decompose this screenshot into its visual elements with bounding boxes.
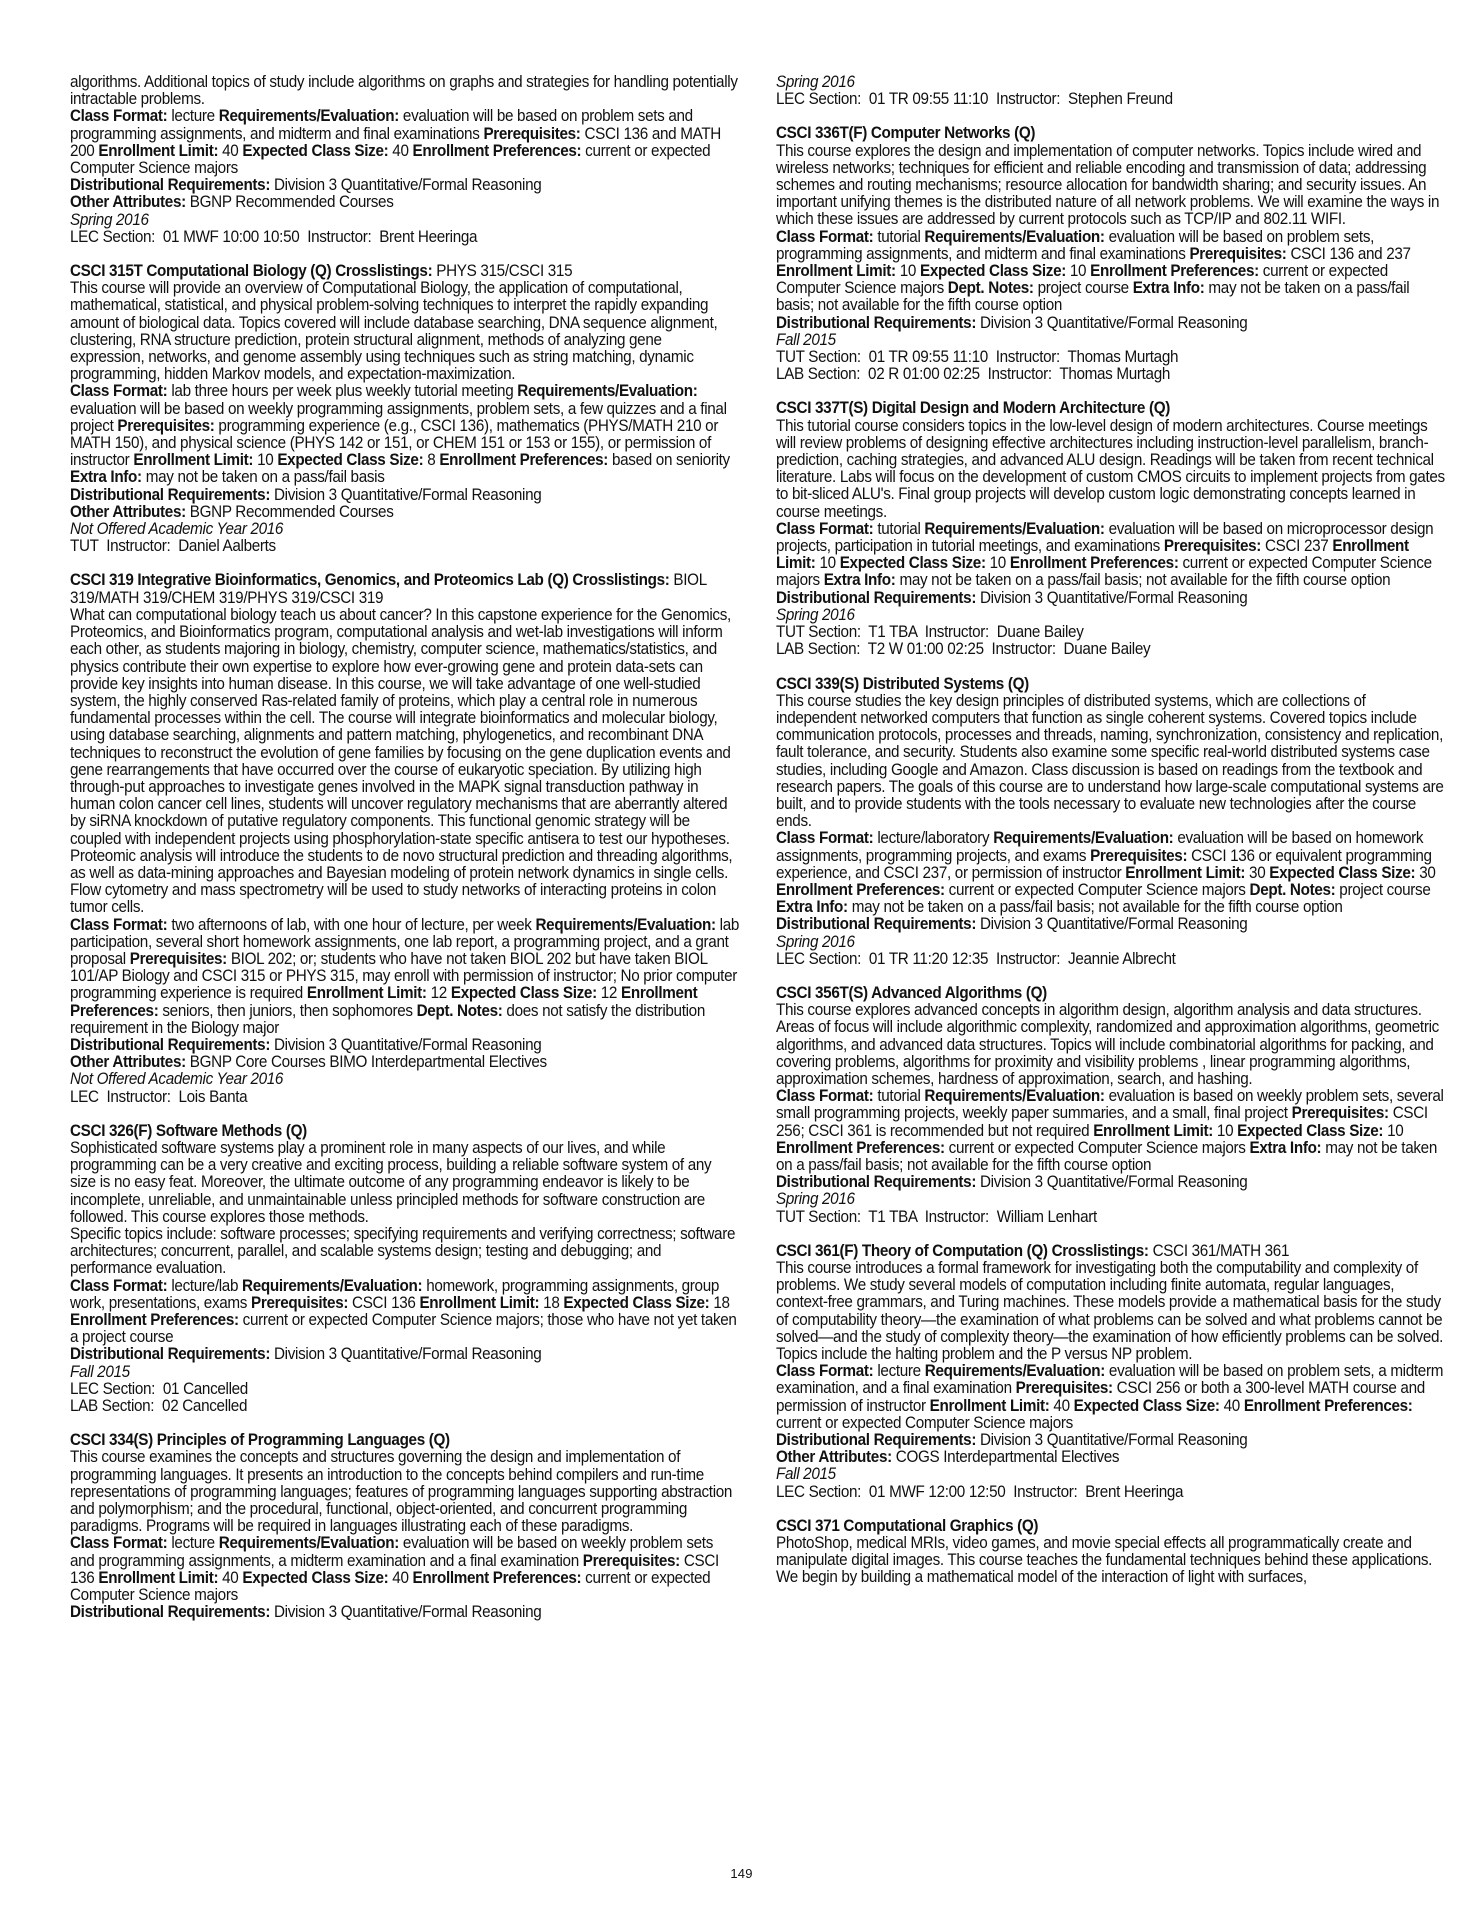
- enrollment-limit-label: Enrollment Limit:: [419, 1293, 540, 1312]
- offering-section: LEC Section: 01 Cancelled: [70, 1379, 248, 1398]
- class-format-label: Class Format:: [776, 829, 874, 848]
- course-entry: [70, 263, 740, 555]
- expected-class-size-value: 40: [392, 1568, 409, 1587]
- extra-info-label: Extra Info:: [1132, 279, 1205, 298]
- enrollment-limit-value: 40: [1053, 1396, 1070, 1415]
- dept-notes-value: project course: [1339, 880, 1431, 899]
- distributional-requirements-label: Distributional Requirements:: [776, 1173, 977, 1192]
- requirements-evaluation-label: Requirements/Evaluation:: [218, 1534, 399, 1553]
- crosslistings-label: Crosslistings:: [335, 262, 433, 281]
- enrollment-preferences-label: Enrollment Preferences:: [1009, 554, 1179, 573]
- enrollment-preferences-label: Enrollment Preferences:: [70, 984, 698, 1020]
- crosslistings-value: BIOL 319/MATH 319/CHEM 319/PHYS 319/CSCI 319: [70, 571, 707, 607]
- enrollment-limit-label: Enrollment Limit:: [929, 1396, 1050, 1415]
- course-entry: [70, 572, 740, 1105]
- offering-section: LEC Section: 01 MWF 12:00 12:50 Instructor: Brent Heeringa: [776, 1482, 1184, 1501]
- distributional-requirements-label: Distributional Requirements:: [776, 588, 977, 607]
- expected-class-size-label: Expected Class Size:: [1073, 1396, 1220, 1415]
- enrollment-preferences-value: current or expected Computer Science majors: [776, 1413, 1073, 1432]
- distributional-requirements-value: Division 3 Quantitative/Formal Reasoning: [274, 485, 542, 504]
- offering-term: Spring 2016: [776, 605, 855, 624]
- prerequisites-value: CSCI 136: [352, 1293, 416, 1312]
- expected-class-size-label: Expected Class Size:: [450, 984, 597, 1003]
- course-title-text: CSCI 326(F) Software Methods (Q): [70, 1121, 307, 1140]
- distributional-requirements-label: Distributional Requirements:: [776, 313, 977, 332]
- course-requirements: [776, 830, 1446, 916]
- left-column: [70, 74, 740, 1638]
- enrollment-limit-value: 10: [257, 451, 274, 470]
- course-title-text: CSCI 336T(F) Computer Networks (Q): [776, 124, 1036, 143]
- course-title-text: CSCI 356T(S) Advanced Algorithms (Q): [776, 983, 1047, 1002]
- expected-class-size-label: Expected Class Size:: [1269, 863, 1416, 882]
- requirements-evaluation-value: lab participation, several short homework assignments, one lab report, a programming project, and a grant proposal: [70, 915, 740, 968]
- enrollment-preferences-value: current or expected Computer Science majors; those who have not yet taken a project course: [70, 1311, 737, 1347]
- offering-section: TUT Section: T1 TBA Instructor: Duane Bailey: [776, 623, 1084, 642]
- requirements-evaluation-label: Requirements/Evaluation:: [924, 519, 1105, 538]
- enrollment-limit-label: Enrollment Limit:: [98, 141, 219, 160]
- requirements-evaluation-label: Requirements/Evaluation:: [924, 1087, 1105, 1106]
- offering-section: TUT Section: 01 TR 09:55 11:10 Instructor: Thomas Murtagh: [776, 348, 1179, 367]
- dept-notes-label: Dept. Notes:: [416, 1001, 503, 1020]
- course-title-text: CSCI 315T Computational Biology (Q): [70, 262, 332, 281]
- course-requirements: [70, 108, 740, 177]
- other-attributes: [70, 1054, 740, 1071]
- distributional-requirements-value: Division 3 Quantitative/Formal Reasoning: [274, 1603, 542, 1622]
- dept-notes-value: does not satisfy the distribution requirement in the Biology major: [70, 1001, 705, 1037]
- course-offering: [776, 607, 1446, 659]
- distributional-requirements-value: Division 3 Quantitative/Formal Reasoning: [980, 915, 1248, 934]
- enrollment-preferences-value: current or expected Computer Science majors: [948, 1138, 1246, 1157]
- expected-class-size-value: 8: [427, 451, 436, 470]
- expected-class-size-value: 18: [713, 1293, 730, 1312]
- course-offering: [70, 1071, 740, 1105]
- course-entry: [70, 1123, 740, 1415]
- enrollment-limit-label: Enrollment Limit:: [98, 1568, 219, 1587]
- course-entry: [776, 1518, 1446, 1587]
- dept-notes-value: project course: [1037, 279, 1129, 298]
- enrollment-preferences-value: seniors, then juniors, then sophomores: [162, 1001, 413, 1020]
- other-attributes-value: BGNP Recommended Courses: [189, 193, 394, 212]
- distributional-requirements: [776, 590, 1446, 607]
- expected-class-size-value: 10: [1069, 262, 1087, 281]
- enrollment-limit-value: 10: [1216, 1121, 1234, 1140]
- course-title: [776, 676, 1446, 693]
- prerequisites-label: Prerequisites:: [483, 124, 581, 143]
- expected-class-size-value: 40: [392, 141, 409, 160]
- enrollment-limit-label: Enrollment Limit:: [1093, 1121, 1214, 1140]
- enrollment-preferences-label: Enrollment Preferences:: [412, 1568, 582, 1587]
- enrollment-limit-value: 40: [222, 1568, 239, 1587]
- distributional-requirements-label: Distributional Requirements:: [70, 1603, 271, 1622]
- page-number: 149: [730, 1866, 753, 1881]
- distributional-requirements: [70, 1346, 740, 1363]
- extra-info-value: may not be taken on a pass/fail basis: [145, 468, 385, 487]
- distributional-requirements: [776, 1432, 1446, 1449]
- distributional-requirements: [70, 1604, 740, 1621]
- class-format-label: Class Format:: [776, 1362, 874, 1381]
- course-offering: [70, 212, 740, 246]
- crosslistings-label: Crosslistings:: [1051, 1241, 1149, 1260]
- class-format-label: Class Format:: [70, 915, 168, 934]
- course-description: algorithms. Additional topics of study include algorithms on graphs and strategies for handling potentially intractable problems.: [70, 73, 738, 109]
- prerequisites-value: CSCI 256; CSCI 361 is recommended but not required: [776, 1104, 1428, 1140]
- course-entry: [776, 985, 1446, 1226]
- offering-term: Not Offered Academic Year 2016: [70, 520, 284, 539]
- enrollment-preferences-value: based on seniority: [611, 451, 730, 470]
- enrollment-limit-label: Enrollment Limit:: [776, 262, 896, 281]
- distributional-requirements-value: Division 3 Quantitative/Formal Reasoning: [980, 1431, 1248, 1450]
- requirements-evaluation-value: homework, programming assignments, group work, presentations, exams: [70, 1276, 720, 1312]
- course-description: PhotoShop, medical MRIs, video games, and movie special effects all programmatically create and manipulate digital images. This course teaches the fundamental techniques behind these applications. We begin by building a mathematical model of the interaction of light with surfaces,: [776, 1534, 1433, 1587]
- course-entry: [776, 676, 1446, 968]
- course-entry: [70, 74, 740, 246]
- expected-class-size-label: Expected Class Size:: [563, 1293, 710, 1312]
- offering-term: Spring 2016: [776, 932, 855, 951]
- prerequisites-value: CSCI 136 and 237: [1290, 244, 1411, 263]
- course-title: [776, 400, 1446, 417]
- class-format-label: Class Format:: [70, 1534, 168, 1553]
- enrollment-preferences-label: Enrollment Preferences:: [70, 1311, 239, 1330]
- offering-section: LEC Section: 01 TR 09:55 11:10 Instructor: Stephen Freund: [776, 90, 1173, 109]
- crosslistings-label: Crosslistings:: [572, 571, 670, 590]
- enrollment-preferences-value: current or expected Computer Science majors: [70, 141, 711, 178]
- prerequisites-value: CSCI 237: [1264, 537, 1329, 556]
- course-requirements: [776, 521, 1446, 590]
- expected-class-size-value: 10: [1387, 1121, 1404, 1140]
- offering-term: Fall 2015: [776, 330, 836, 349]
- enrollment-preferences-label: Enrollment Preferences:: [1243, 1396, 1413, 1415]
- expected-class-size-value: 40: [1223, 1396, 1240, 1415]
- enrollment-preferences-value: current or expected Computer Science majors: [776, 262, 1388, 298]
- course-title: [776, 1518, 1446, 1535]
- distributional-requirements-value: Division 3 Quantitative/Formal Reasoning: [274, 176, 542, 195]
- class-format-label: Class Format:: [70, 107, 168, 126]
- requirements-evaluation-value: evaluation will be based on weekly problem sets and programming assignments, a midterm examination and a final examination: [70, 1534, 713, 1570]
- distributional-requirements: [70, 177, 740, 194]
- class-format-label: Class Format:: [776, 1087, 874, 1106]
- other-attributes-value: COGS Interdepartmental Electives: [895, 1448, 1120, 1467]
- distributional-requirements-value: Division 3 Quantitative/Formal Reasoning: [980, 588, 1248, 607]
- class-format-value: tutorial: [877, 519, 921, 538]
- other-attributes: [70, 504, 740, 521]
- distributional-requirements-label: Distributional Requirements:: [70, 176, 271, 195]
- distributional-requirements-label: Distributional Requirements:: [776, 1431, 977, 1450]
- enrollment-limit-value: 40: [222, 141, 239, 160]
- course-entry: [776, 74, 1446, 108]
- requirements-evaluation-value: evaluation will be based on microprocessor design projects, participation in tutorial meetings, and examinations: [776, 519, 1434, 556]
- requirements-evaluation-value: evaluation will be based on problem sets, programming assignments, and midterm and final examinations: [776, 227, 1375, 263]
- distributional-requirements: [776, 1174, 1446, 1191]
- requirements-evaluation-label: Requirements/Evaluation:: [242, 1276, 423, 1295]
- course-entry: [776, 400, 1446, 658]
- prerequisites-value: CSCI 136 and MATH 200: [70, 124, 721, 160]
- offering-term: Fall 2015: [70, 1362, 130, 1381]
- class-format-value: tutorial: [877, 227, 921, 246]
- extra-info-label: Extra Info:: [1249, 1138, 1322, 1157]
- expected-class-size-label: Expected Class Size:: [242, 1568, 389, 1587]
- enrollment-limit-value: 12: [430, 984, 447, 1003]
- course-description-2: Specific topics include: software processes; specifying requirements and verifying correctness; software architectures; concurrent, parallel, and scalable systems design; testing and debugging; and performance evaluation.: [70, 1225, 736, 1278]
- course-offering: [70, 1364, 740, 1416]
- prerequisites-label: Prerequisites:: [1163, 537, 1262, 556]
- offering-term: Spring 2016: [776, 1190, 855, 1209]
- prerequisites-value: CSCI 136: [70, 1551, 719, 1587]
- extra-info-value: may not be taken on a pass/fail basis; not available for the fifth course option: [851, 898, 1343, 917]
- course-description: This course studies the key design principles of distributed systems, which are collections of independent networked computers that function as single coherent systems. Covered topics include communication protocols, processes and threads, naming, synchronization, consistency and replication, fault tolerance, and security. Students also examine some specific real-world distributed systems case studies, including Google and Amazon. Class discussion is based on readings from the textbook and research papers. The goals of this course are to understand how large-scale computational systems are built, and to provide students with the tools necessary to evaluate new technologies after the course ends.: [776, 691, 1444, 831]
- distributional-requirements-value: Division 3 Quantitative/Formal Reasoning: [980, 1173, 1248, 1192]
- course-title-text: CSCI 334(S) Principles of Programming Languages (Q): [70, 1431, 450, 1450]
- expected-class-size-label: Expected Class Size:: [277, 451, 424, 470]
- course-offering: [776, 332, 1446, 384]
- expected-class-size-label: Expected Class Size:: [919, 262, 1066, 281]
- offering-section: LEC Section: 01 MWF 10:00 10:50 Instructor: Brent Heeringa: [70, 227, 478, 246]
- enrollment-limit-value: 10: [899, 262, 917, 281]
- expected-class-size-label: Expected Class Size:: [1237, 1121, 1384, 1140]
- dept-notes-label: Dept. Notes:: [1249, 880, 1336, 899]
- prerequisites-label: Prerequisites:: [582, 1551, 680, 1570]
- right-column: [776, 74, 1446, 1604]
- enrollment-limit-label: Enrollment Limit:: [306, 984, 427, 1003]
- class-format-value: tutorial: [877, 1087, 921, 1106]
- distributional-requirements-value: Division 3 Quantitative/Formal Reasoning: [980, 313, 1248, 332]
- course-title: [70, 572, 740, 606]
- requirements-evaluation-label: Requirements/Evaluation:: [924, 1362, 1105, 1381]
- requirements-evaluation-value: evaluation will be based on problem sets, a midterm examination, and a final examination: [776, 1362, 1444, 1398]
- offering-section: LAB Section: T2 W 01:00 02:25 Instructor: Duane Bailey: [776, 640, 1151, 659]
- other-attributes-label: Other Attributes:: [70, 502, 186, 521]
- class-format-value: lab three hours per week plus weekly tutorial meeting: [171, 382, 514, 401]
- requirements-evaluation-label: Requirements/Evaluation:: [218, 107, 399, 126]
- course-requirements: [70, 917, 740, 1037]
- course-entry: [776, 125, 1446, 383]
- prerequisites-value: CSCI 256 or both a 300-level MATH course and permission of instructor: [776, 1379, 1425, 1415]
- distributional-requirements: [70, 1037, 740, 1054]
- expected-class-size-label: Expected Class Size:: [242, 141, 389, 160]
- course-description: What can computational biology teach us about cancer? In this capstone experience for the Genomics, Proteomics, and Bioinformatics program, computational analysis and wet-lab investigations will inform each other, as students majoring in biology, chemistry, computer science, mathematics/statistics, and physics contribute their own expertise to explore how ever-growing gene and protein data-sets can provide key insights into human disease. In this course, we will take advantage of one well-studied system, the highly conserved Ras-related family of proteins, which play a central role in numerous fundamental processes within the cell. The course will integrate bioinformatics and molecular biology, using database searching, alignments and pattern matching, phylogenetics, and recombinant DNA techniques to reconstruct the evolution of gene families by focusing on the gene duplication events and gene rearrangements that have occurred over the course of eukaryotic speciation. By utilizing high through-put approaches to investigate genes involved in the MAPK signal transduction pathway in human colon cancer cell lines, students will uncover regulatory mechanisms that are aberrantly altered by siRNA knockdown of putative regulatory components. This functional genomic strategy will be coupled with independent projects using phosphorylation-state specific antisera to test our hypotheses. Proteomic analysis will introduce the students to de novo structural prediction and threading algorithms, as well as data-mining approaches and Bayesian modeling of protein network dynamics in single cells. Flow cytometry and mass spectrometry will be used to study networks of interacting proteins in colon tumor cells.: [70, 605, 733, 917]
- crosslistings-value: PHYS 315/CSCI 315: [436, 262, 573, 281]
- enrollment-limit-value: 18: [543, 1293, 560, 1312]
- course-title: [70, 1123, 740, 1140]
- enrollment-preferences-label: Enrollment Preferences:: [439, 451, 609, 470]
- extra-info-value: may not be taken on a pass/fail basis; not available for the fifth course option: [776, 1138, 1437, 1174]
- distributional-requirements: [70, 487, 740, 504]
- course-description: This course explores advanced concepts in algorithm design, algorithm analysis and data structures. Areas of focus will include algorithmic complexity, randomized and approximation algorithms, geometric algorithms, and advanced data structures. Topics will include combinatorial algorithms for packing, and covering problems, algorithms for proximity and visibility problems , linear programming algorithms, approximation schemes, hardness of approximation, search, and hashing.: [776, 1001, 1439, 1088]
- course-description: This tutorial course considers topics in the low-level design of modern architectures. Course meetings will review problems of designing effective architectures including instruction-level parallelism, branch-prediction, caching strategies, and advanced ALU design. Readings will be taken from recent technical literature. Labs will focus on the development of custom CMOS circuits to implement projects from gates to bit-sliced ALU's. Final group projects will develop custom logic demonstrating concepts learned in course meetings.: [776, 416, 1445, 521]
- course-description: This course will provide an overview of Computational Biology, the application of computational, mathematical, statistical, and physical problem-solving techniques to interpret the rapidly expanding amount of biological data. Topics covered will include database searching, DNA sequence alignment, clustering, RNA structure prediction, protein structural alignment, methods of analyzing gene expression, networks, and genome assembly using techniques such as string matching, dynamic programming, hidden Markov models, and expectation-maximization.: [70, 279, 718, 384]
- extra-info-value: may not be taken on a pass/fail basis; not available for the fifth course option: [899, 571, 1391, 590]
- prerequisites-label: Prerequisites:: [1291, 1104, 1389, 1123]
- offering-section: LAB Section: 02 Cancelled: [70, 1397, 248, 1416]
- prerequisites-label: Prerequisites:: [1189, 244, 1287, 263]
- distributional-requirements-label: Distributional Requirements:: [70, 1035, 271, 1054]
- course-requirements: [776, 1088, 1446, 1174]
- dept-notes-label: Dept. Notes:: [947, 279, 1034, 298]
- distributional-requirements-value: Division 3 Quantitative/Formal Reasoning: [274, 1035, 542, 1054]
- class-format-label: Class Format:: [70, 1276, 168, 1295]
- enrollment-limit-value: 30: [1249, 863, 1266, 882]
- class-format-value: lecture: [171, 1534, 215, 1553]
- extra-info-value: may not be taken on a pass/fail basis; not available for the fifth course option: [776, 279, 1410, 315]
- offering-section: LEC Section: 01 TR 11:20 12:35 Instructor: Jeannie Albrecht: [776, 949, 1176, 968]
- other-attributes: [70, 194, 740, 211]
- offering-term: Spring 2016: [70, 210, 149, 229]
- expected-class-size-label: Expected Class Size:: [839, 554, 986, 573]
- other-attributes-value: BGNP Core Courses BIMO Interdepartmental Electives: [189, 1053, 547, 1072]
- class-format-value: lecture/lab: [171, 1276, 239, 1295]
- course-entry: [776, 1243, 1446, 1501]
- requirements-evaluation-label: Requirements/Evaluation:: [535, 915, 716, 934]
- offering-section: TUT Section: T1 TBA Instructor: William Lenhart: [776, 1207, 1097, 1226]
- course-description: Sophisticated software systems play a prominent role in many aspects of our lives, and while programming can be a very creative and exciting process, building a reliable software system of any size is no easy feat. Moreover, the ultimate outcome of any programming endeavor is likely to be incomplete, unreliable, and unmaintainable unless principled methods for software construction are followed. This course explores those methods.: [70, 1138, 712, 1226]
- enrollment-limit-label: Enrollment Limit:: [1125, 863, 1246, 882]
- course-title-text: CSCI 339(S) Distributed Systems (Q): [776, 674, 1029, 693]
- course-offering: [776, 74, 1446, 108]
- course-description: This course explores the design and implementation of computer networks. Topics include wired and wireless networks; techniques for efficient and reliable encoding and transmission of data; addressing schemes and routing mechanisms; resource allocation for bandwidth sharing; and security issues. An important unifying themes is the distributed nature of all network problems. We will examine the ways in which these issues are addressed by current protocols such as TCP/IP and 802.11 WIFI.: [776, 141, 1440, 229]
- requirements-evaluation-label: Requirements/Evaluation:: [924, 227, 1105, 246]
- distributional-requirements: [776, 916, 1446, 933]
- expected-class-size-value: 12: [600, 984, 618, 1003]
- course-description: This course introduces a formal framework for investigating both the computability and complexity of problems. We study several models of computation including finite automata, regular languages, context-free grammars, and Turing machines. These models provide a mathematical basis for the study of computability theory—the examination of what problems can be solved and what problems cannot be solved—and the study of complexity theory—the examination of how efficiently problems can be solved. Topics include the halting problem and the P versus NP problem.: [776, 1259, 1444, 1364]
- expected-class-size-value: 10: [989, 554, 1006, 573]
- prerequisites-label: Prerequisites:: [1015, 1379, 1113, 1398]
- other-attributes-value: BGNP Recommended Courses: [189, 502, 394, 521]
- course-requirements: [776, 1363, 1446, 1432]
- prerequisites-value: CSCI 136 or equivalent programming experience, and CSCI 237, or permission of instructor: [776, 846, 1432, 882]
- course-requirements: [776, 229, 1446, 315]
- distributional-requirements: [776, 315, 1446, 332]
- course-offering: [776, 1191, 1446, 1225]
- other-attributes-label: Other Attributes:: [70, 193, 186, 212]
- offering-term: Not Offered Academic Year 2016: [70, 1070, 284, 1089]
- course-offering: [70, 521, 740, 555]
- course-offering: [776, 934, 1446, 968]
- course-title: [70, 1432, 740, 1449]
- crosslistings-value: CSCI 361/MATH 361: [1152, 1241, 1290, 1260]
- enrollment-limit-value: 10: [819, 554, 836, 573]
- class-format-label: Class Format:: [776, 227, 874, 246]
- extra-info-label: Extra Info:: [776, 898, 848, 917]
- requirements-evaluation-value: evaluation will be based on problem sets and programming assignments, and midterm and final examinations: [70, 107, 693, 143]
- course-title: [776, 125, 1446, 142]
- course-title: [776, 985, 1446, 1002]
- enrollment-limit-label: Enrollment Limit:: [776, 537, 1409, 573]
- course-title: [70, 263, 740, 280]
- requirements-evaluation-label: Requirements/Evaluation:: [993, 829, 1174, 848]
- course-requirements: [70, 1278, 740, 1347]
- course-title-text: CSCI 319 Integrative Bioinformatics, Genomics, and Proteomics Lab (Q): [70, 571, 569, 590]
- course-title-text: CSCI 371 Computational Graphics (Q): [776, 1516, 1039, 1535]
- class-format-label: Class Format:: [70, 382, 168, 401]
- prerequisites-value: BIOL 202; or; students who have not taken BIOL 202 but have taken BIOL 101/AP Biology and CSCI 315 or PHYS 315, may enroll with permission of instructor; No prior computer programming experience is required: [70, 949, 737, 1003]
- expected-class-size-value: 30: [1419, 863, 1436, 882]
- prerequisites-label: Prerequisites:: [1090, 846, 1188, 865]
- extra-info-label: Extra Info:: [70, 468, 142, 487]
- prerequisites-label: Prerequisites:: [251, 1293, 349, 1312]
- enrollment-preferences-label: Enrollment Preferences:: [412, 141, 582, 160]
- class-format-value: two afternoons of lab, with one hour of lecture, per week: [171, 915, 532, 934]
- course-entry: [70, 1432, 740, 1621]
- offering-section: LEC Instructor: Lois Banta: [70, 1087, 248, 1106]
- prerequisites-label: Prerequisites:: [117, 416, 215, 435]
- offering-section: LAB Section: 02 R 01:00 02:25 Instructor: Thomas Murtagh: [776, 365, 1171, 384]
- prerequisites-value: programming experience (e.g., CSCI 136), mathematics (PHYS/MATH 210 or MATH 150), and physical science (PHYS 142 or 151, or CHEM 151 or 153 or 155), or permission of instructor: [70, 416, 719, 470]
- prerequisites-label: Prerequisites:: [129, 949, 227, 968]
- enrollment-preferences-label: Enrollment Preferences:: [1090, 262, 1259, 281]
- class-format-label: Class Format:: [776, 519, 874, 538]
- class-format-value: lecture: [171, 107, 215, 126]
- course-requirements: [70, 1535, 740, 1604]
- offering-section: TUT Instructor: Daniel Aalberts: [70, 537, 276, 556]
- course-title-text: CSCI 361(F) Theory of Computation (Q): [776, 1241, 1048, 1260]
- course-title: [776, 1243, 1446, 1260]
- enrollment-preferences-value: current or expected Computer Science majors: [948, 880, 1246, 899]
- enrollment-preferences-value: current or expected Computer Science majors: [70, 1568, 711, 1605]
- course-description: This course examines the concepts and structures governing the design and implementation of programming languages. It presents an introduction to the concepts behind compilers and run-time representations of programming languages; features of programming languages supporting abstraction and polymorphism; and the procedural, functional, object-oriented, and concurrent programming paradigms. Programs will be required in languages illustrating each of these paradigms.: [70, 1448, 733, 1536]
- distributional-requirements-label: Distributional Requirements:: [70, 1345, 271, 1364]
- extra-info-label: Extra Info:: [823, 571, 896, 590]
- requirements-evaluation-value: evaluation will be based on weekly programming assignments, problem sets, a few quizzes and a final project: [70, 399, 727, 435]
- distributional-requirements-label: Distributional Requirements:: [70, 485, 271, 504]
- enrollment-preferences-label: Enrollment Preferences:: [776, 880, 945, 899]
- other-attributes-label: Other Attributes:: [776, 1448, 892, 1467]
- other-attributes-label: Other Attributes:: [70, 1053, 186, 1072]
- requirements-evaluation-value: evaluation is based on weekly problem sets, several small programming projects, weekly paper summaries, and a small, final project: [776, 1087, 1444, 1123]
- requirements-evaluation-label: Requirements/Evaluation:: [517, 382, 698, 401]
- course-requirements: [70, 383, 740, 486]
- enrollment-limit-label: Enrollment Limit:: [133, 451, 254, 470]
- distributional-requirements-label: Distributional Requirements:: [776, 915, 977, 934]
- course-title-text: CSCI 337T(S) Digital Design and Modern Architecture (Q): [776, 399, 1171, 418]
- class-format-value: lecture: [877, 1362, 921, 1381]
- requirements-evaluation-value: evaluation will be based on homework assignments, programming projects, and exams: [776, 829, 1424, 865]
- other-attributes: [776, 1449, 1446, 1466]
- enrollment-preferences-label: Enrollment Preferences:: [776, 1138, 945, 1157]
- offering-term: Spring 2016: [776, 73, 855, 91]
- enrollment-preferences-value: current or expected Computer Science majors: [776, 554, 1432, 590]
- offering-term: Fall 2015: [776, 1465, 836, 1484]
- class-format-value: lecture/laboratory: [877, 829, 990, 848]
- course-offering: [776, 1466, 1446, 1500]
- distributional-requirements-value: Division 3 Quantitative/Formal Reasoning: [274, 1345, 542, 1364]
